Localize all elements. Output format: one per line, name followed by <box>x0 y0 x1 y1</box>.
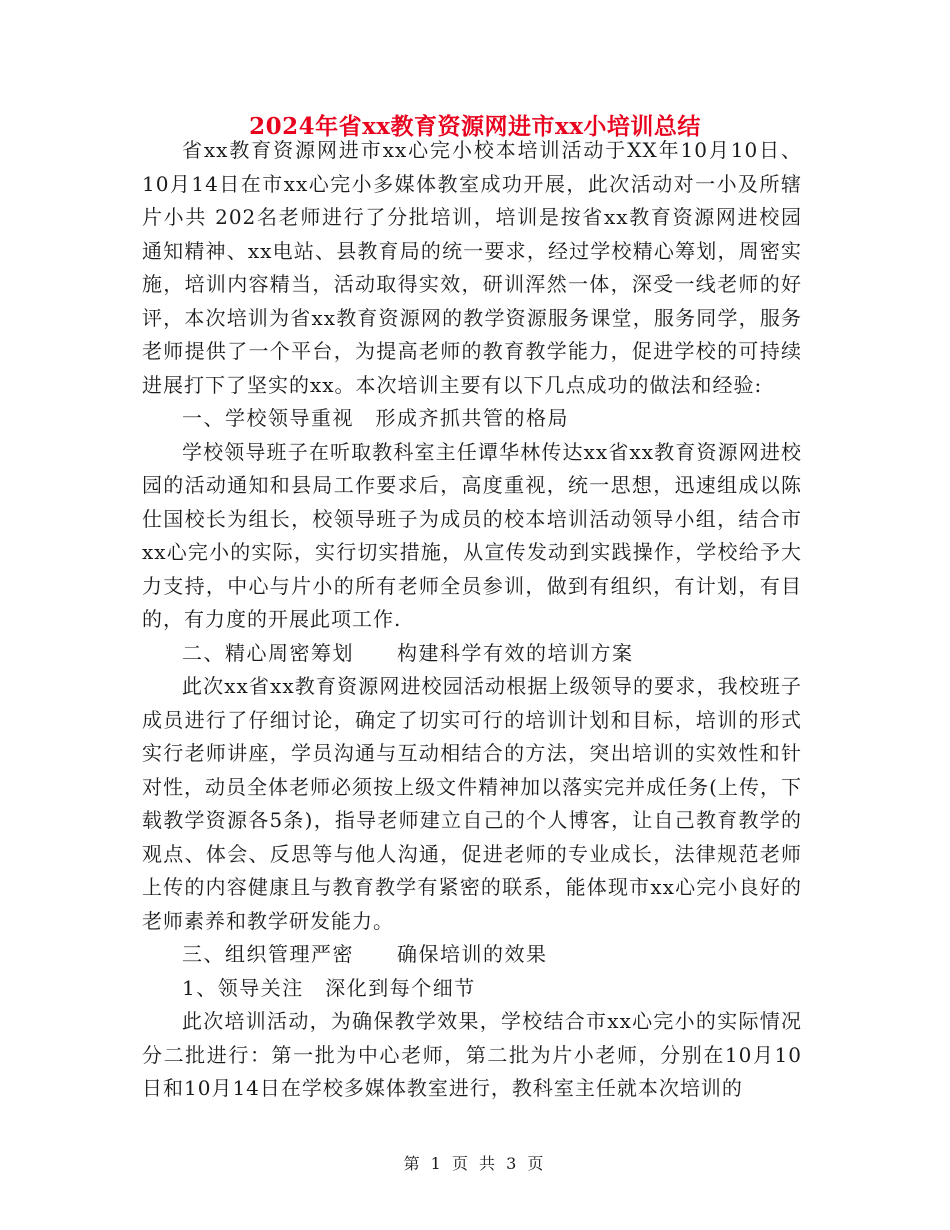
document-body <box>142 134 802 1106</box>
section-heading-2: 二、精心周密筹划 构建科学有效的培训方案 <box>182 640 634 665</box>
paragraph-section-1: 学校领导班子在听取教科室主任谭华林传达xx省xx教育资源网进校园的活动通知和县局工作要求后，高度重视，统一思想，迅速组成以陈仕国校长为组长，校领导班子为成员的校本培训活动领导小组，结合市xx心完小的实际，实行切实措施，从宣传发动到实践操作，学校给予大力支持，中心与片小的所有老师全员参训，做到有组织，有计划，有目的，有力度的开展此项工作. <box>142 439 802 631</box>
section-heading-3: 三、组织管理严密 确保培训的效果 <box>182 942 548 966</box>
section-heading-1: 一、学校领导重视 形成齐抓共管的格局 <box>182 406 569 430</box>
document-title: 2024年省xx教育资源网进市xx小培训总结 <box>249 113 701 140</box>
page-number-footer: 第 1 页 共 3 页 <box>403 1154 547 1173</box>
paragraph-section-2: 此次xx省xx教育资源网进校园活动根据上级领导的要求，我校班子成员进行了仔细讨论，确定了切实可行的培训计划和目标，培训的形式实行老师讲座，学员沟通与互动相结合的方法，突出培训的实效性和针对性，动员全体老师必须按上级文件精神加以落实完并成任务(上传，下载教学资源各5条)，指导老师建立自己的个人博客，让自己教育教学的观点、体会、反思等与他人沟通，促进老师的专业成长，法律规范老师上传的内容健康且与教育教学有紧密的联系，能体现市xx心完小良好的老师素养和教学研发能力。 <box>142 674 802 933</box>
subsection-heading-3-1: 1、领导关注 深化到每个细节 <box>182 975 476 1000</box>
paragraph-intro: 省xx教育资源网进市xx心完小校本培训活动于XX年10月10日、10月14日在市xx心完小多媒体教室成功开展，此次活动对一小及所辖片小共 202名老师进行了分批培训，培训是按省xx教育资源网进校园通知精神、xx电站、县教育局的统一要求，经过学校精心筹划，周密实施，培训内容精当，活动取得实效，研训浑然一体，深受一线老师的好评，本次培训为省xx教育资源网的教学资源服务课堂，服务同学，服务老师提供了一个平台，为提高老师的教育教学能力，促进学校的可持续进展打下了坚实的xx。本次培训主要有以下几点成功的做法和经验: <box>142 138 802 397</box>
paragraph-section-3-1: 此次培训活动，为确保教学效果，学校结合市xx心完小的实际情况分二批进行：第一批为中心老师，第二批为片小老师，分别在10月10日和10月14日在学校多媒体教室进行，教科室主任就本次培训的 <box>142 1009 802 1100</box>
